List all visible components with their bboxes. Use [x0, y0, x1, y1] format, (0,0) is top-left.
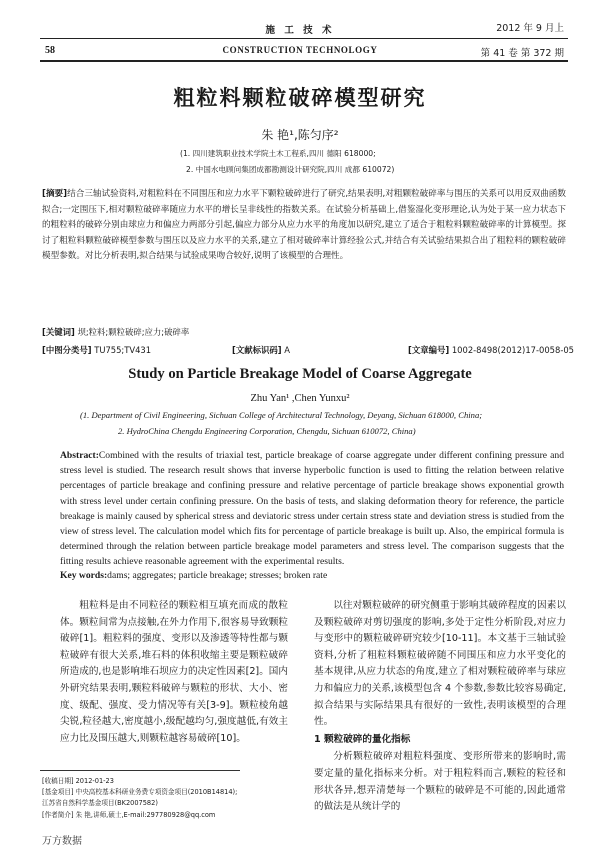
clc-label: [中图分类号] [42, 345, 92, 355]
clc-code: TU755;TV431 [94, 345, 152, 355]
issue-date: 2012 年 9 月上 [496, 23, 564, 34]
section-1-paragraph: 分析颗粒破碎对粗粒料强度、变形所带来的影响时,需要定量的量化指标来分析。对于粗粒料而言,颗粒的粒径和形状各异,想弄清楚每一个颗粒的破碎是不可能的,因此通常的做法是从统计学的 [314, 751, 566, 813]
abstract-cn [42, 187, 566, 265]
header-rule-thin [40, 38, 568, 39]
intro-paragraph: 粗粒料是由不同粒径的颗粒相互填充而成的散粒体。颗粒间常为点接触,在外力作用下,很容易导致颗粒破碎[1]。粗粒料的强度、变形以及渗透等特性都与颗粒破碎有很大关系,堆石料的体积收缩主要是颗粒破碎所造成的,也是影响堆石坝应力的决定性因素[2]。国内外研究结果表明,颗粒料破碎与颗粒的形状、大小、密度、级配、强度、受力情况等有关[3-9]。颗粒棱角越尖锐,粒径越大,密度越小,级配越均匀,强度越低,有效主应力比及围压越大,则颗粒越容易破碎[10]。 [60, 600, 288, 744]
abstract-cn-label: [摘要] [42, 189, 68, 199]
fund-line-2: 江苏省自然科学基金项目(BK2007582) [42, 799, 158, 808]
paper-title-cn: 粗粒料颗粒破碎模型研究 [173, 86, 427, 110]
affiliation-en-2: 2. HydroChina Chengdu Engineering Corporation, Chengdu, Sichuan 610072, China) [118, 426, 416, 436]
author-bio: [作者简介] 朱 艳,讲师,硕士,E-mail:297780928@qq.com [42, 810, 216, 819]
body-left-column [60, 598, 288, 747]
affiliation-cn-1: (1. 四川建筑职业技术学院土木工程系,四川 德阳 618000; [180, 149, 376, 158]
keywords-cn-label: [关键词] [42, 327, 75, 337]
keywords-en-label: Key words: [60, 570, 108, 581]
fund-line-1: [基金项目] 中央高校基本科研业务费专项资金项目(2010B14814); [42, 788, 238, 797]
article-no: 1002-8498(2012)17-0058-05 [451, 345, 574, 355]
abstract-en-text: Combined with the results of triaxial test, particle breakage of coarse aggregate under different confining pressure and stress level is studied. The research result shows that inverse hyperbolic function is used to fitting the relation between relative percentages of particle breakage and confining pressure and relative percentage of particle breakage shows exponential growth with stress level under certain confining pressure. On the basis of tests, and slaking deformation theory for reference, the particle breakage is mainly caused by spherical stress and deviatoric stress under certain stress state and deviation stress is studied from the view of stress level. The calculation model which fits for percentage of particle breakage is built up. Also, the empirical formula is determined through the relation between particle breakage model parameters and stress level. The comparison suggests that the fitting results achieve reasonable agreement with the experimental results. [60, 450, 564, 568]
journal-name-cn: 施 工 技 术 [265, 25, 335, 36]
keywords-cn [42, 326, 566, 338]
page-number: 58 [45, 45, 55, 56]
doc-code: A [284, 345, 290, 355]
paper-title-en: Study on Particle Breakage Model of Coarse Aggregate [128, 366, 472, 382]
body-right-column [314, 598, 566, 816]
abstract-en-label: Abstract: [60, 450, 99, 461]
abstract-en [60, 448, 564, 570]
abstract-cn-text: 结合三轴试验资料,对粗粒料在不同围压和应力水平下颗粒破碎进行了研究,结果表明,对粗颗粒破碎率与围压的关系可以用反双曲函数拟合;一定围压下,相对颗粒破碎率随应力水平的增长呈非线性的指数关系。在试验分析基础上,借鉴湿化变形理论,认为处于某一应力状态下的粗粒料的破碎分别由球应力和偏应力两部分引起,偏应力部分从应力水平的角度加以研究,建立了适合于粗粒料颗粒破碎率的计算模型。探讨了粗粒料颗粒破碎模型参数与围压以及应力水平的关系,建立了相对破碎率计算经验公式,并结合有关试验结果拟合出了粗粒料的颗粒破碎模型参数。对比分析表明,拟合结果与试验成果吻合较好,说明了该模型的合理性。 [42, 189, 566, 262]
received-date: [收稿日期] 2012-01-23 [42, 777, 114, 785]
footnote [42, 776, 252, 821]
affiliation-cn-2: 2. 中国水电顾问集团成都勘测设计研究院,四川 成都 610072) [186, 165, 395, 174]
section-heading: 1 颗粒破碎的量化指标 [314, 733, 411, 745]
keywords-cn-text: 坝;粒料;颗粒破碎;应力;破碎率 [77, 327, 190, 337]
volume-issue: 第 41 卷 第 372 期 [480, 48, 564, 59]
keywords-en-text: dams; aggregates; particle breakage; stresses; broken rate [107, 570, 328, 581]
article-no-label: [文章编号] [408, 345, 450, 355]
header-rule-thick [40, 60, 568, 62]
watermark: 万方数据 [42, 836, 82, 847]
authors-en: Zhu Yan¹ ,Chen Yunxu² [250, 393, 350, 404]
affiliation-en-1: (1. Department of Civil Engineering, Sichuan College of Architectural Technology, Deyang, Sichuan 618000, China; [80, 410, 483, 420]
doc-code-label: [文献标识码] [232, 345, 282, 355]
keywords-en [60, 570, 564, 581]
journal-name-en: CONSTRUCTION TECHNOLOGY [222, 45, 378, 55]
authors-cn: 朱 艳¹,陈匀序² [261, 128, 339, 142]
classification-row [42, 344, 574, 356]
footnote-rule [40, 770, 240, 771]
research-paragraph: 以往对颗粒破碎的研究侧重于影响其破碎程度的因素以及颗粒破碎对剪切强度的影响,多处于定性分析阶段,对应力与变形中的颗粒破碎研究较少[10-11]。本文基于三轴试验资料,分析了粗粒料颗粒破碎随不同围压和应力水平变化的基本规律,从应力状态的角度,建立了相对颗粒破碎率与球应力和偏应力的关系,该模型包含 4 个参数,参数比较容易确定,拟合结果与实际结果具有很好的一致性,表明该模型的合理性。 [314, 600, 566, 728]
